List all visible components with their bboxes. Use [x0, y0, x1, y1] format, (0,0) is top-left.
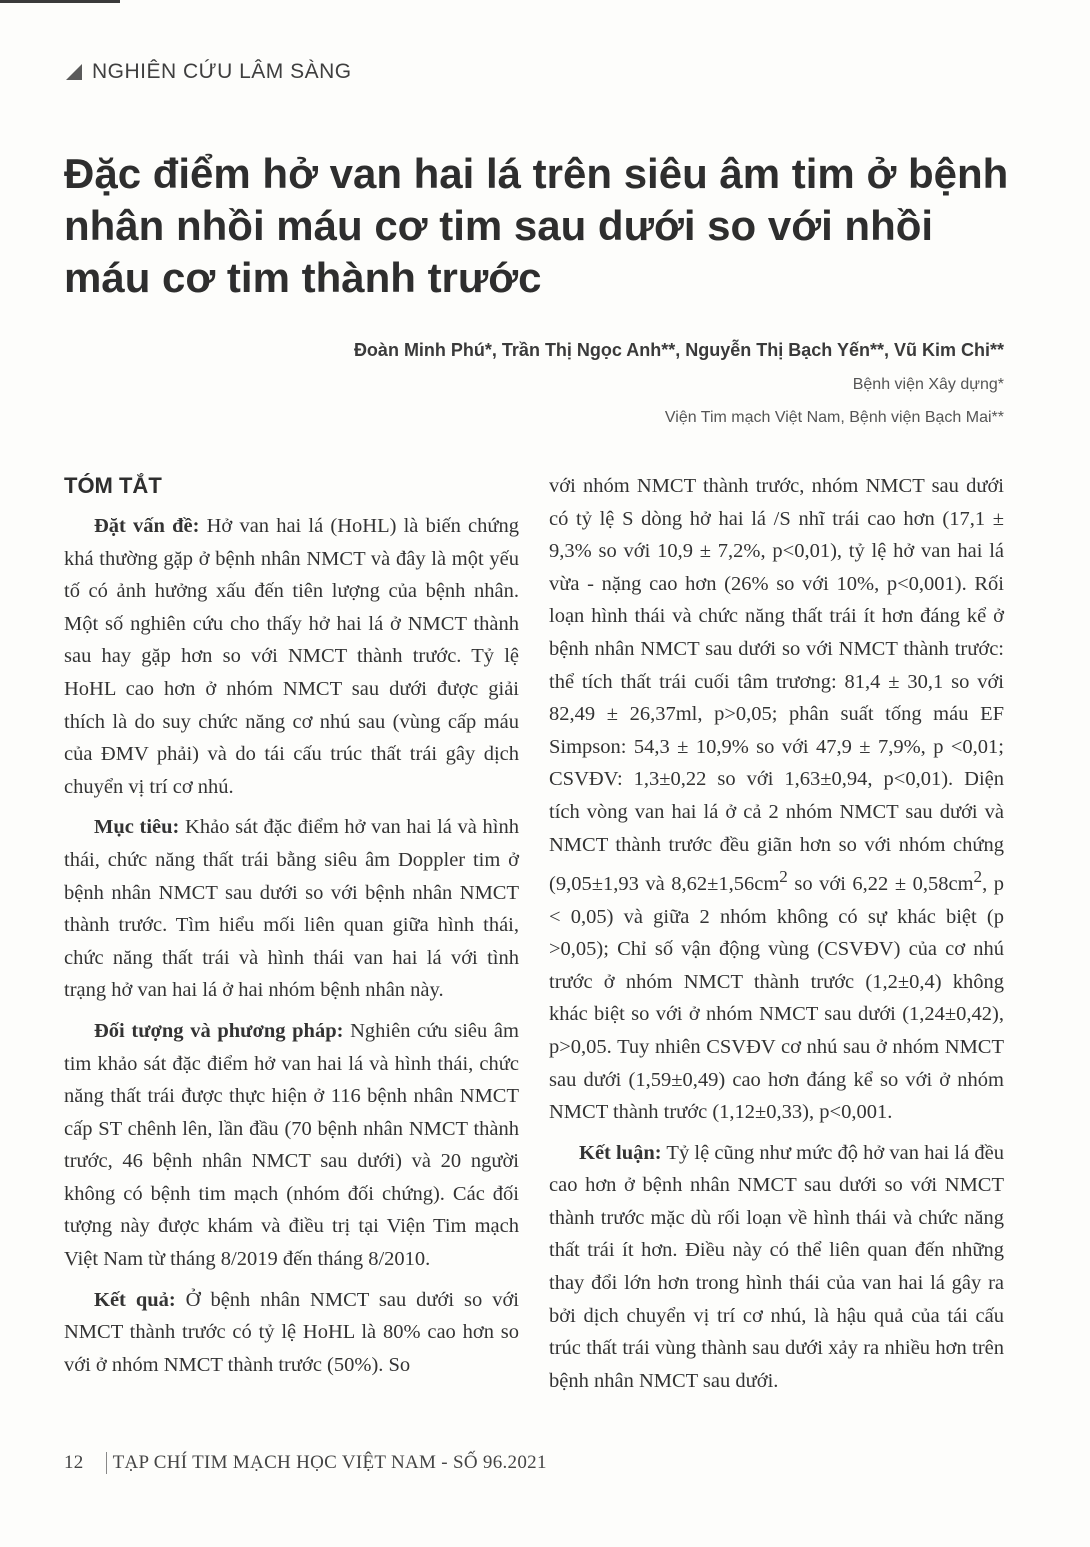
aim-paragraph [64, 811, 519, 1007]
article-title: Đặc điểm hở van hai lá trên siêu âm tim ở bệnh nhân nhồi máu cơ tim sau dưới so với nhồi máu cơ tim thành trước [64, 150, 1009, 301]
left-column [64, 470, 519, 1389]
conclusion-label: Kết luận: [579, 1141, 662, 1164]
section-label-text: NGHIÊN CỨU LÂM SÀNG [92, 60, 352, 83]
superscript: 2 [779, 867, 788, 887]
intro-text: Hở van hai lá (HoHL) là biến chứng khá thường gặp ở bệnh nhân NMCT và đây là một yếu tố có ảnh hưởng xấu đến tiên lượng của bệnh nhân. Một số nghiên cứu cho thấy hở hai lá ở NMCT thành sau hay gặp hơn so với NMCT thành trước. Tỷ lệ HoHL cao hơn ở nhóm NMCT sau dưới được giải thích là do suy chức năng cơ nhú sau (vùng cấp máu của ĐMV phải) và do tái cấu trúc thất trái gây dịch chuyển vị trí cơ nhú. [64, 515, 519, 798]
results-text-right-3: , p < 0,05) và giữa 2 nhóm không có sự khác biệt (p >0,05); Chỉ số vận động vùng (CSVĐV) của cơ nhú trước ở nhóm NMCT thành trước (1,2±0,4) không khác biệt so với ở nhóm NMCT sau dưới (1,24±0,42), p>0,05. Tuy nhiên CSVĐV cơ nhú sau ở nhóm NMCT sau dưới (1,59±0,49) cao hơn đáng kể so với ở nhóm NMCT thành trước (1,12±0,33), p<0,001. [549, 872, 1004, 1124]
results-text-right-2: so với 6,22 ± 0,58cm [787, 872, 974, 895]
affiliation-2: Viện Tim mạch Việt Nam, Bệnh viện Bạch Mai** [664, 409, 1004, 426]
triangle-icon [64, 62, 84, 82]
page-number: 12 [64, 1452, 84, 1473]
conclusion-paragraph [549, 1137, 1004, 1398]
results-continuation [549, 470, 1004, 1129]
methods-paragraph [64, 1015, 519, 1276]
conclusion-text: Tỷ lệ cũng như mức độ hở van hai lá đều cao hơn ở bệnh nhân NMCT sau dưới so với NMCT thành trước mặc dù rối loạn về hình thái và chức năng thất trái ít hơn. Điều này có thể liên quan đến những thay đổi lớn hơn trong hình thái của van hai lá gây ra bởi dịch chuyển vị trí cơ nhú, là hậu quả của tái cấu trúc thất trái vùng thành sau dưới xảy ra nhiều hơn trên bệnh nhân NMCT sau dưới. [549, 1141, 1004, 1392]
intro-label: Đặt vấn đề: [94, 515, 200, 537]
journal-name: TẠP CHÍ TIM MẠCH HỌC VIỆT NAM - SỐ 96.2021 [112, 1452, 547, 1473]
footer-divider [106, 1452, 107, 1474]
results-text-left: Ở bệnh nhân NMCT sau dưới so với NMCT thành trước có tỷ lệ HoHL là 80% cao hơn so với ở nhóm NMCT thành trước (50%). So [64, 1288, 519, 1376]
right-column [549, 470, 1004, 1405]
results-text-right-1: với nhóm NMCT thành trước, nhóm NMCT sau dưới có tỷ lệ S dòng hở hai lá /S nhĩ trái cao hơn (17,1 ± 9,3% so với 10,9 ± 7,2%, p<0,01), tỷ lệ hở van hai lá vừa - nặng cao hơn (26% so với 10%, p<0,001). Rối loạn hình thái và chức năng thất trái ít hơn đáng kể ở bệnh nhân NMCT sau dưới so với NMCT thành trước: thể tích thất trái cuối tâm trương: 81,4 ± 30,1 so với 82,49 ± 26,37ml, p>0,05; phân suất tống máu EF Simpson: 54,3 ± 10,9% so với 47,9 ± 7,9%, p <0,01; CSVĐV: 1,3±0,22 so với 1,63±0,94, p<0,01). Diện tích vòng van hai lá ở cả 2 nhóm NMCT sau dưới và NMCT thành trước đều giãn hơn so với nhóm chứng (9,05±1,93 và 8,62±1,56cm [549, 475, 1004, 895]
results-label: Kết quả: [94, 1288, 176, 1311]
footer [64, 1452, 547, 1474]
methods-text: Nghiên cứu siêu âm tim khảo sát đặc điểm hở van hai lá và hình thái, chức năng thất trái được thực hiện ở 116 bệnh nhân NMCT cấp ST chênh lên, lần đầu (70 bệnh nhân NMCT thành trước, 46 bệnh nhân NMCT sau dưới) và 20 người không có bệnh tim mạch (nhóm đối chứng). Các đối tượng này được khám và điều trị tại Viện Tim mạch Việt Nam từ tháng 8/2019 đến tháng 8/2010. [64, 1019, 519, 1271]
aim-text: Khảo sát đặc điểm hở van hai lá và hình thái, chức năng thất trái bằng siêu âm Doppler tim ở bệnh nhân NMCT sau dưới so với bệnh nhân NMCT thành trước. Tìm hiểu mối liên quan giữa hình thái, chức năng thất trái và hình thái van hai lá với tình trạng hở van hai lá ở hai nhóm bệnh nhân này. [64, 816, 520, 1002]
authors: Đoàn Minh Phú*, Trần Thị Ngọc Anh**, Nguyễn Thị Bạch Yến**, Vũ Kim Chi** [353, 340, 1004, 360]
results-paragraph [64, 1284, 519, 1382]
intro-paragraph [64, 510, 519, 803]
top-rule [0, 0, 120, 3]
superscript: 2 [973, 867, 983, 887]
abstract-heading: TÓM TẮT [64, 473, 162, 498]
methods-label: Đối tượng và phương pháp: [94, 1019, 344, 1042]
affiliation-1: Bệnh viện Xây dựng* [852, 376, 1004, 393]
aim-label: Mục tiêu: [94, 816, 180, 839]
section-label [64, 60, 352, 84]
